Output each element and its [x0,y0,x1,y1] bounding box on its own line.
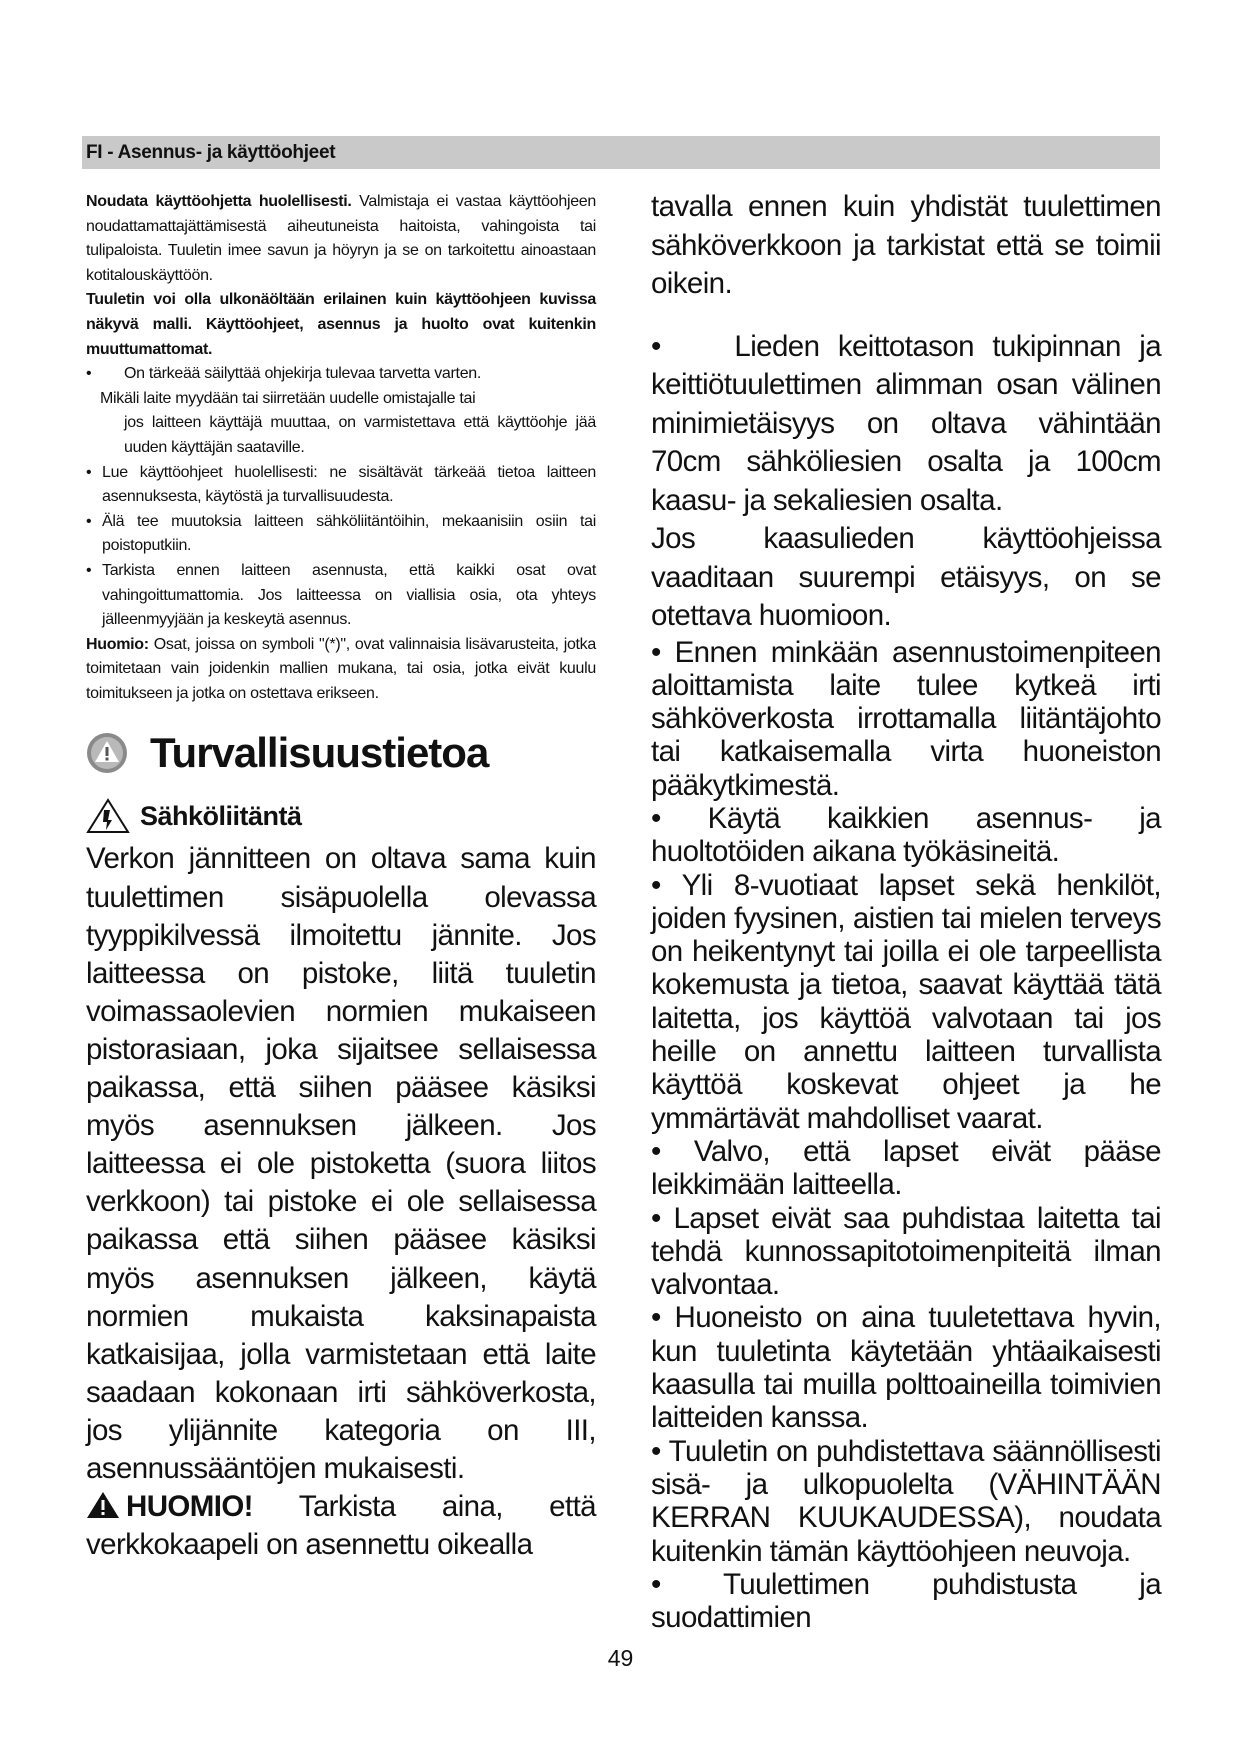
list-item-text: Käytä kaikkien asennus- ja huoltotöiden aikana työkäsineitä. [651,801,1161,869]
bullet-mark: • [651,1134,661,1168]
safety-heading [86,724,596,782]
list-item [86,559,596,633]
page-number: 49 [607,1645,634,1671]
list-item-text: Tuuletin on puhdistettava säännöllisesti sisä- ja ulkopuolelta (VÄHINTÄÄN KERRAN KUUKAUDESSA), noudata kuitenkin tämän käyttöohjeen neuvoja. [651,1434,1161,1568]
intro-lead-bold: Noudata käyttöohjetta huolellisesti. [86,193,352,210]
distance-text: Lieden keittotason tukipinnan ja keittiötuulettimen alimman osan välinen minimietäisyys on oltava vähintään 70cm sähköliesien osalta ja 100cm kaasu- ja sekaliesien osalta. [651,329,1161,517]
bullet-mark: • [651,1434,661,1468]
list-item [651,1435,1161,1568]
intro-lead-text: Valmistaja ei vastaa käyttöohjeen noudattamattajättämisestä aiheutuneista haitoista, vahingoista tai tulipaloista. Tuuletin imee savun ja höyryn ja se on tarkoitettu ainoastaan kotitalouskäyttöön. [86,193,597,284]
warning-triangle-icon [86,1491,120,1519]
list-item-text: Ennen minkään asennustoimenpiteen aloittamista laite tulee kytkeä irti sähköverkosta irrottamalla liitäntäjohto tai katkaisemalla virta huoneiston pääkytkimestä. [651,635,1161,802]
section-header: FI - Asennus- ja käyttöohjeet [82,136,1160,169]
list-item-text: Valvo, että lapset eivät pääse leikkimään laitteella. [651,1134,1161,1202]
bullet-mark: • [651,868,661,902]
list-item [86,510,596,559]
list-item [651,1301,1161,1434]
bullet-mark: • [651,1201,661,1235]
list-item [651,1202,1161,1302]
list-item-text: Älä tee muutoksia laitteen sähköliitäntöihin, mekaanisiin osiin tai poistoputkiin. [102,512,596,555]
bullet-mark: • [86,512,92,530]
electric-heading [86,796,596,836]
list-item [86,362,596,387]
bullet-mark: • [651,1567,661,1601]
list-item [651,802,1161,869]
right-column [651,188,1161,1634]
bullet-mark: • [651,801,661,835]
safety-title: Turvallisuustietoa [150,729,489,777]
bullet-mark: • [651,329,661,363]
note-label: Huomio: [86,635,149,653]
list-item-text: Huoneisto on aina tuuletettava hyvin, kun tuuletinta käytetään yhtäaikaisesti kaasulla tai muilla polttoaineilla toimivien laitteiden kanssa. [651,1301,1161,1435]
list-item-text: On tärkeää säilyttää ohjekirja tulevaa tarvetta varten. [124,365,482,383]
list-item [651,869,1161,1135]
warning-circle-icon [86,732,128,774]
bullet-mark: • [86,463,92,481]
list-item-text: Tarkista ennen laitteen asennusta, että kaikki osat ovat vahingoittumattomia. Jos laitteessa on viallisia osia, ota yhteys jälleenmyyjään ja keskeytä asennus. [102,561,596,629]
electric-title: Sähköliitäntä [140,800,302,831]
warning-text: Tarkista aina, että verkkokaapeli on asennettu oikealla [86,1490,596,1562]
list-item [651,1135,1161,1202]
warning-label: HUOMIO! [126,1490,253,1524]
list-item [651,1568,1161,1635]
list-item-text: Lapset eivät saa puhdistaa laitetta tai tehdä kunnossapitotoimenpiteitä ilman valvontaa. [651,1201,1161,1302]
list-item [651,636,1161,802]
bullet-mark: • [651,1301,661,1335]
warning-paragraph [86,1488,596,1564]
model-note: Tuuletin voi olla ulkonäöltään erilainen kuin käyttöohjeen kuvissa näkyvä malli. Käyttöohjeet, asennus ja huolto ovat kuitenkin muuttumattomat. [86,291,596,358]
safety-list [651,636,1161,1635]
left-column [86,190,596,1564]
list-item-text: Lue käyttöohjeet huolellisesti: ne sisältävät tärkeää tietoa laitteen asennuksesta, käytöstä ja turvallisuudesta. [102,463,596,506]
bullet-mark: • [86,365,92,383]
distance-paragraph [651,328,1161,521]
note-text: Osat, joissa on symboli "(*)", ovat valinnaisia lisävarusteita, jotka toimitetaan vain joidenkin mallien mukana, tai osia, jotka eivät kuulu toimitukseen ja jotka on ostettava erikseen. [86,635,596,702]
gas-paragraph: Jos kaasulieden käyttöohjeissa vaaditaan suurempi etäisyys, on se otettava huomioon. [651,522,1161,632]
list-item-continuation: jos laitteen käyttäjä muuttaa, on varmistettava että käyttöohje jää uuden käyttäjän saataville. [124,414,596,456]
optional-parts-note [86,633,596,707]
list-item [86,461,596,510]
caution-triangle-icon [86,798,130,834]
electric-paragraph: Verkon jännitteen on oltava sama kuin tuulettimen sisäpuolella olevassa tyyppikilvessä ilmoitettu jännite. Jos laitteessa on pistoke, liitä tuuletin voimassaolevien normien mukaiseen pistorasiaan, joka sijaitsee sellaisessa paikassa, että siihen pääsee käsiksi myös asennuksen jälkeen. Jos laitteessa ei ole pistoketta (suora liitos verkkoon) tai pistoke ei ole sellaisessa paikassa että siihen pääsee käsiksi myös asennuksen jälkeen, käytä normien mukaista kaksinapaista katkaisijaa, jolla varmistetaan että laite saadaan kokonaan irti sähköverkosta, jos ylijännite kategoria on III, asennussääntöjen mukaisesti. [86,842,596,1485]
intro-paragraph [86,190,596,288]
list-item-continuation: Mikäli laite myydään tai siirretään uudelle omistajalle tai [100,389,476,407]
bullet-mark: • [86,561,92,579]
continuation-paragraph: tavalla ennen kuin yhdistät tuulettimen sähköverkkoon ja tarkistat että se toimii oikein. [651,190,1161,300]
list-item-text: Yli 8-vuotiaat lapset sekä henkilöt, joiden fyysinen, aistien tai mielen terveys on heikentynyt tai joilla ei ole tarpeellista kokemusta ja tietoa, saavat käyttää tätä laitetta, jos käyttöä valvotaan tai jos heille on annettu laitteen turvallista käyttöä koskevat ohjeet ja he ymmärtävät mahdolliset vaarat. [651,868,1161,1135]
bullet-mark: • [651,635,661,669]
list-item-text: Tuulettimen puhdistusta ja suodattimien [651,1567,1161,1635]
